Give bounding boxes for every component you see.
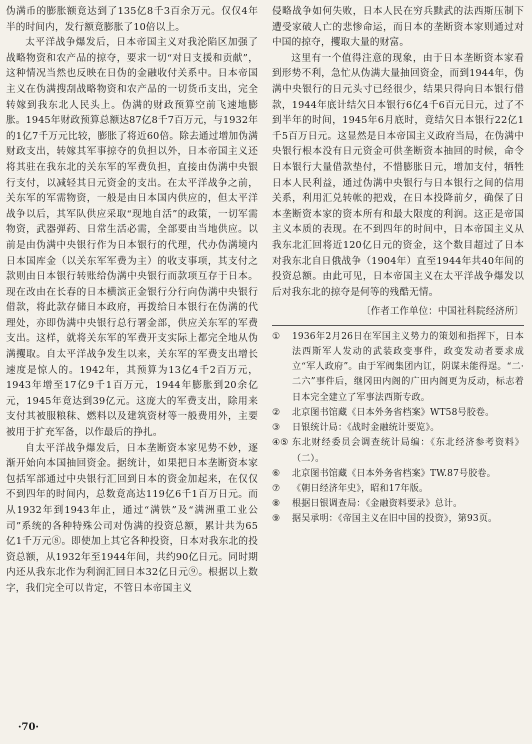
footnote-number: ⑥: [272, 468, 281, 479]
footnote-text: 《朝日经济年史》，昭和17年版。: [292, 483, 429, 494]
footnote: [272, 406, 524, 421]
footnote: [272, 421, 524, 436]
left-column: [6, 4, 258, 716]
footnote: [272, 467, 524, 482]
footnote: [272, 497, 524, 512]
footnote-text: 北京图书馆藏《日本外务省档案》WT58号胶卷。: [292, 407, 495, 418]
footnote-number: ⑦: [272, 483, 281, 494]
footnote-number: ⑧: [272, 499, 281, 510]
footnote: [272, 482, 524, 497]
footnote-text: 日银统计局：《战时金融统计要览》。: [292, 423, 440, 434]
footnote-text: 1936年2月26日在军国主义势力的策划和指挥下，日本法西斯军人发动的武装政变事件，政变发动者要求成立“军人政府”。由于军阀集团内讧，阴谋未能得逞。“二·二六”事件后，继冈田内阁的广田内阁更为反动，标志着日本完全建立了军事法西斯专政。: [292, 331, 524, 403]
footnote-text: 北京图书馆藏《日本外务省档案》TW.87号胶卷。: [292, 468, 496, 479]
footnote: [272, 512, 524, 527]
paragraph: 侵略战争如何失败，日本人民在穷兵黩武的法西斯压制下遭受家破人亡的悲惨命运，而日本的垄断资本家则通过对中国的掠夺，攫取大量的财富。: [272, 6, 524, 49]
footnote: [272, 436, 524, 466]
footnote-number: ③: [272, 423, 281, 434]
footnote-text: 东北财经委员会调查统计局编：《东北经济参考资料》（二）。: [292, 438, 524, 464]
footnote-text: 根据日银调查局：《金融资料要录》总计。: [292, 499, 463, 510]
author-affiliation: 〔作者工作单位：中国社科院经济所〕: [361, 306, 524, 318]
footnote-number: ④⑤: [272, 438, 289, 449]
right-column: [272, 4, 524, 740]
paragraph: 太平洋战争爆发后，日本帝国主义对我沦陷区加强了战略物资和农产品的掠夺，要求一切“对日支援和贡献”，这种情况当然也反映在日伪的金融收付关系中。日本帝国主义在伪满搜刮战略物资和农产品的一切货币支出，完全转嫁到我东北人民头上。伪满的财政预算空前飞速地膨胀。1945年财政预算总额达87亿8千7百万元，与1932年的1亿7千万元比较，膨胀了将近60倍。除去通过增加伪满财政支出，转嫁其军事掠夺的负担以外，日本帝国主义还将其驻在我东北的关东军的军费负担，直接由伪满中央银行支付，以减轻其日元资金的支出。在太平洋战争之前，关东军的军需物资，一般是由日本国内供应的，但太平洋战争以后，其军队供应采取“现地自活”的政策，一切军需物资，武器弹药、日常生活必需，全部要由当地供应。以前是由伪满中央银行作为日本银行的代理，代办伪满境内日本国库金（以关东军军费为主）的收支事项，其支付之款则由日本银行转账给伪满中央银行而款项互存于日本。现在改由在长春的日本横滨正金银行分行向伪满中央银行借款，将此款存储日本政府，再拨给日本银行在伪满的代理处，亦即伪满中央银行总行署金部，供应关东军的军费支出。这样，就将关东军的军费开支实际上都完全地从伪满攫取。自太平洋战争发生以来，关东军的军费支出增长速度是惊人的。1942年，其预算为13亿4千2百万元，1943年增至17亿9千1百万元，1944年膨胀到20余亿元，1945年竟达到39亿元。这庞大的军费支出，除用来支付其被服粮秣、燃料以及建筑资材等一般费用外，主要被用于扩充军备，以作最后的挣扎。: [6, 37, 258, 439]
paragraph: 自太平洋战争爆发后，日本垄断资本家见势不妙，逐渐开始向本国抽回资金。据统计，如果把日本垄断资本家包括军部通过中央银行汇回到日本的资金加起来，在仅仅不到四年的时间内，总数竟高达119亿6千1百万日元。而从1932年到1943年止，通过“满铁”及“满洲重工业公司”系统的各种特殊公司对伪满的投资总额，累计共为65亿1千万元⑧。即使加上其它各种投资，日本对我东北的投资总额，从1932年至1944年间，共约90亿日元。同时期内还从我东北作为利润汇回日本32亿日元⑨。根据以上数字，我们完全可以肯定，不管日本帝国主义: [6, 442, 258, 594]
paragraph: 这里有一个值得注意的现象，由于日本垄断资本家看到形势不利，急忙从伪满大量抽回资金，而到1944年，伪满中央银行的日元头寸已经很少，结果只得向日本银行借款，1944年底计结欠日本银行6亿4千6百元日元，过了不到半年的时间，1945年6月底时，竟结欠日本银行22亿1千5百万日元。这显然是日本帝国主义政府当局，在伪满中央银行根本没有日元资金可供垄断资本抽回的时候，命令日本银行大量借款垫付，不惜膨胀日元，增加支付，牺牲日本人民利益，通过伪满中央银行与日本银行之间的信用关系，利用汇兑转帐的把戏，在日本投降前夕，确保了日本垄断资本家的资本所有和最大限度的利润。这正是帝国主义本质的表现。在不到四年的时间中，日本帝国主义从我东北汇回将近120亿日元的资金，这个数目超过了日本对我东北自日俄战争（1904年）直至1944年共40年间的投资总额。由此可见，日本帝国主义在太平洋战争爆发以后对我东北的掠夺是何等的残酷无情。: [272, 52, 524, 298]
footnote-number: ②: [272, 407, 281, 418]
paragraph: 伪满币的膨胀额竟达到了135亿8千3百余万元。仅仅4年半的时间内，发行额竟膨胀了10倍以上。: [6, 6, 258, 33]
page-number: ·70·: [18, 722, 39, 733]
notes-divider: [272, 325, 524, 326]
footnote-number: ⑨: [272, 514, 281, 525]
footnote-number: ①: [272, 331, 281, 342]
footnotes: [272, 330, 524, 528]
footnote: [272, 330, 524, 406]
footnote-text: 据吴承明：《帝国主义在旧中国的投资》，第93页。: [292, 514, 498, 525]
